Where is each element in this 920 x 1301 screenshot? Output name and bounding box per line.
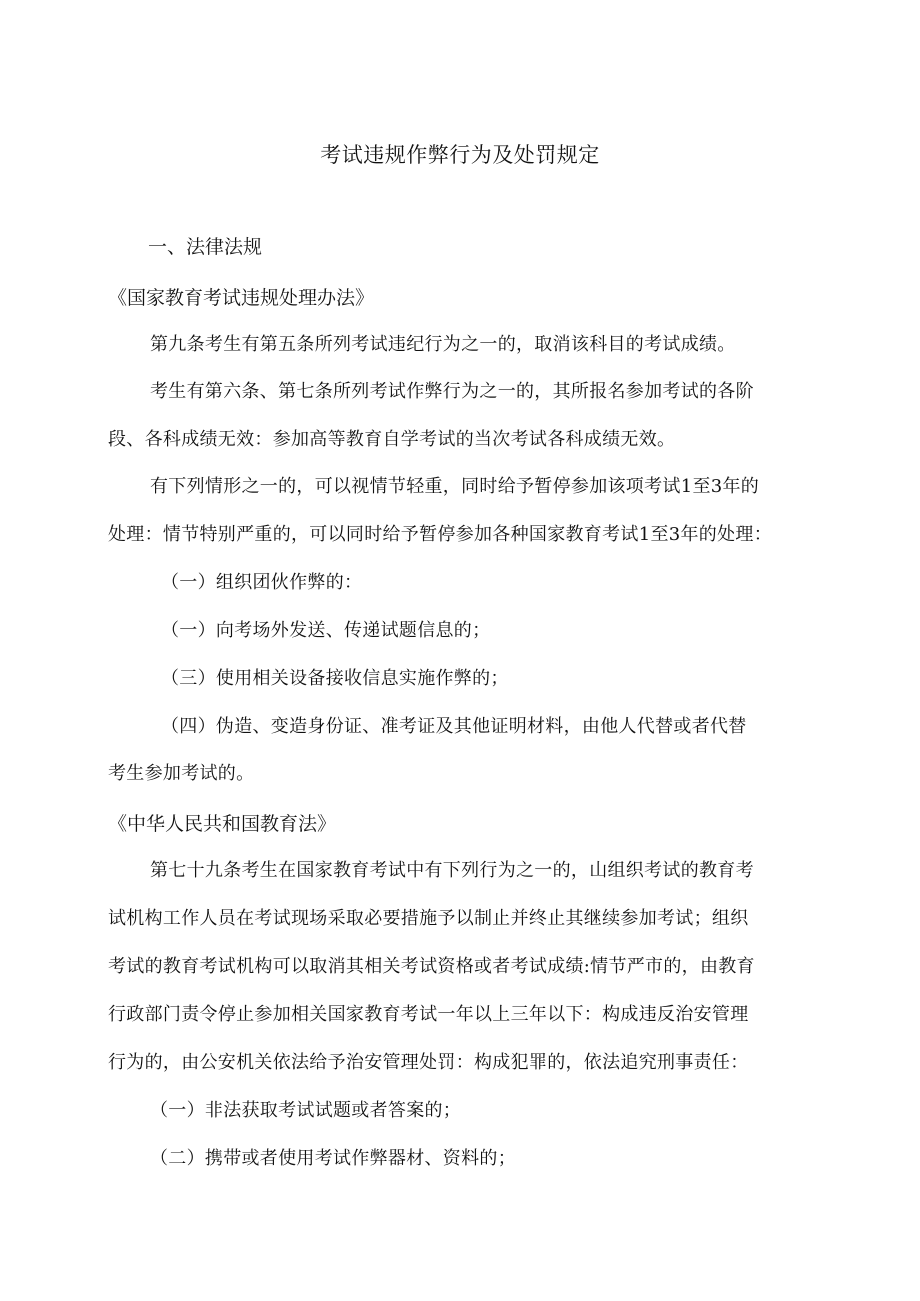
law-title-education-law: 《中华人民共和国教育法》 [108, 813, 337, 835]
paragraph-line: 有下列情形之一的，可以视情节轻重，同时给予暂停参加该项考试1至3年的 [150, 476, 760, 497]
list-item: （二）携带或者使用考试作弊器材、资料的； [150, 1148, 516, 1169]
law-title-exam-regulations: 《国家教育考试违规处理办法》 [108, 287, 375, 309]
paragraph-line: 考生有第六条、第七条所列考试作弊行为之一的，其所报名参加考试的各阶 [150, 381, 754, 402]
section-heading: 一、法律法规 [148, 236, 263, 258]
paragraph-line: 考试的教育考试机构可以取消其相关考试资格或者考试成绩:情节严市的，由教育 [108, 956, 755, 977]
list-item: （一）非法获取考试试题或者答案的； [150, 1100, 462, 1121]
paragraph-line: 行为的，由公安机关依法给予治安管理处罚：构成犯罪的，依法追究刑事责任： [108, 1052, 749, 1073]
paragraph-line: 第九条考生有第五条所列考试违纪行为之一的，取消该科目的考试成绩。 [150, 334, 736, 355]
paragraph-line: 试机构工作人员在考试现场采取必要措施予以制止并终止其继续参加考试；组织 [108, 908, 749, 929]
list-item: （三）使用相关设备接收信息实施作弊的； [161, 668, 509, 689]
document-title: 考试违规作弊行为及处罚规定 [320, 143, 600, 167]
list-item-continuation: 考生参加考试的。 [108, 763, 255, 784]
paragraph-line: 段、各科成绩无效：参加高等教育自学考试的当次考试各科成绩无效。 [108, 429, 676, 450]
paragraph-line: 行政部门责令停止参加相关国家教育考试一年以上三年以下：构成违反治安管理 [108, 1004, 749, 1025]
list-item: （一）组织团伙作弊的： [161, 572, 363, 593]
list-item: （一）向考场外发送、传递试题信息的； [161, 620, 491, 641]
paragraph-line: 第七十九条考生在国家教育考试中有下列行为之一的，山组织考试的教育考 [150, 860, 754, 881]
paragraph-line: 处理：情节特别严重的，可以同时给予暂停参加各种国家教育考试1至3年的处理： [108, 524, 773, 545]
list-item: （四）伪造、变造身份证、准考证及其他证明材料，由他人代替或者代替 [161, 716, 747, 737]
